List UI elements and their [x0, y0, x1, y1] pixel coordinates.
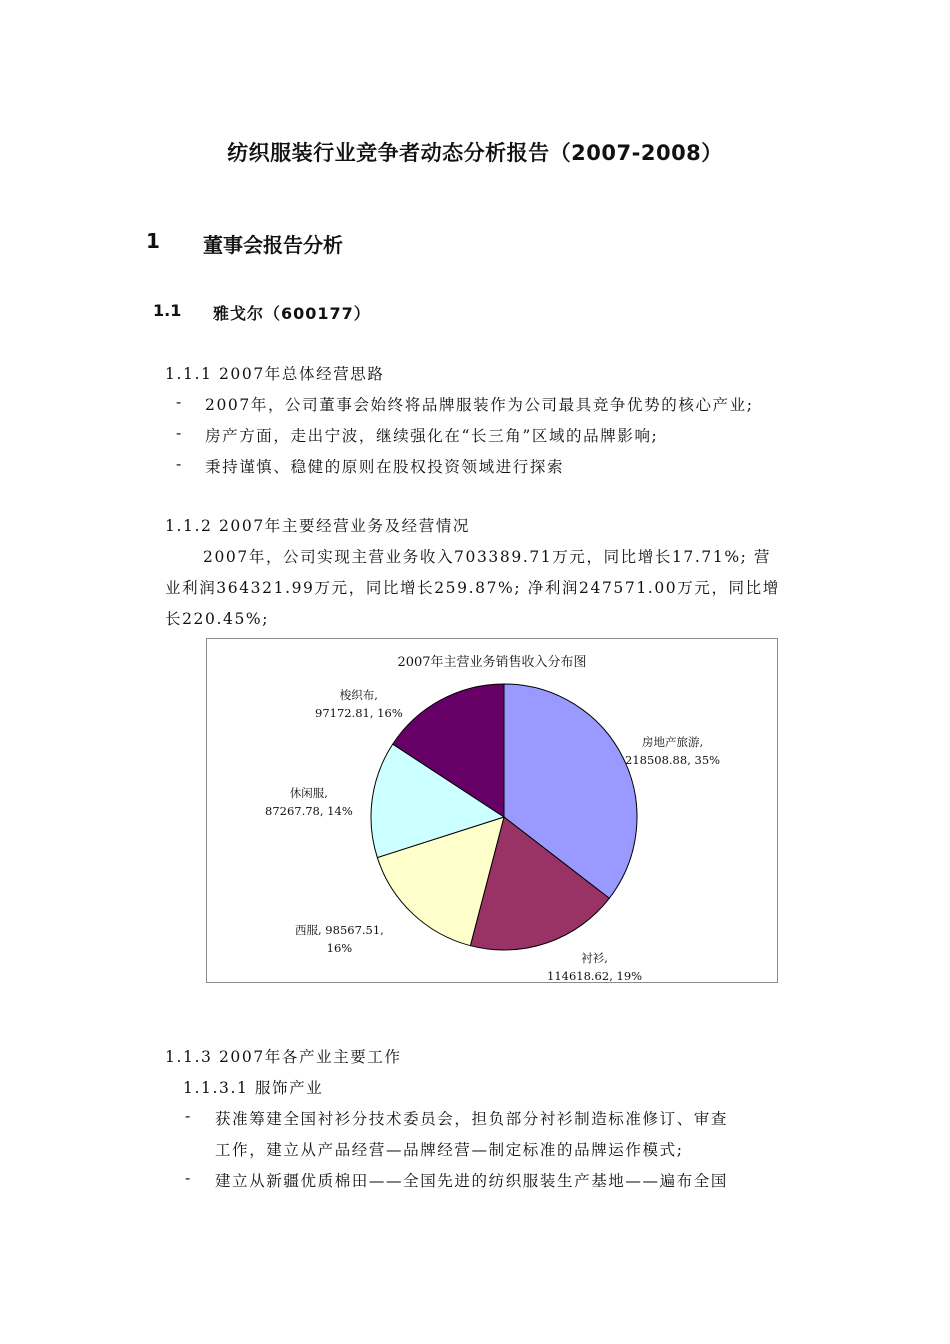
paragraph-line: 2007年，公司实现主营业务收入703389.71万元，同比增长17.71%; 营	[203, 548, 772, 566]
section-1-1-3-1-heading: 1.1.3.1 服饰产业	[183, 1079, 324, 1097]
paragraph-line: 长220.45%;	[165, 610, 270, 628]
bullet-item-line: 工作，建立从产品经营—品牌经营—制定标准的品牌运作模式;	[215, 1141, 684, 1159]
bullet-dash: -	[185, 1107, 191, 1125]
section-1-1-number: 1.1	[153, 301, 182, 320]
section-1-1-title: 雅戈尔（600177）	[213, 304, 371, 323]
bullet-item-line: 获准筹建全国衬衫分技术委员会，担负部分衬衫制造标准修订、审查	[215, 1110, 729, 1128]
section-1-1-2-heading: 1.1.2 2007年主要经营业务及经营情况	[165, 517, 471, 535]
chart-title: 2007年主营业务销售收入分布图	[397, 655, 587, 670]
bullet-dash: -	[176, 393, 182, 411]
data-label-shirts: 衬衫, 114618.62, 19%	[547, 951, 643, 983]
document-title: 纺织服装行业竞争者动态分析报告（2007-2008）	[227, 141, 723, 165]
data-label-woven-fabric: 梭织布, 97172.81, 16%	[315, 688, 403, 720]
bullet-dash: -	[176, 424, 182, 442]
section-1-1-1-heading: 1.1.1 2007年总体经营思路	[165, 365, 385, 383]
bullet-item: 秉持谨慎、稳健的原则在股权投资领域进行探索	[205, 458, 565, 476]
section-1-number: 1	[146, 229, 160, 253]
bullet-item: 2007年，公司董事会始终将品牌服装作为公司最具竞争优势的核心产业;	[205, 396, 754, 414]
bullet-dash: -	[176, 455, 182, 473]
data-label-real-estate-tourism: 房地产旅游, 218508.88, 35%	[625, 735, 721, 767]
paragraph-line: 业利润364321.99万元，同比增长259.87%; 净利润247571.00万元，同比增	[165, 579, 780, 597]
section-1-1-3-heading: 1.1.3 2007年各产业主要工作	[165, 1048, 402, 1066]
data-label-casual-wear: 休闲服, 87267.78, 14%	[265, 786, 353, 818]
section-1-title: 董事会报告分析	[203, 233, 343, 257]
bullet-item: 房产方面，走出宁波，继续强化在“长三角”区域的品牌影响;	[205, 427, 659, 445]
bullet-item-line: 建立从新疆优质棉田——全国先进的纺织服装生产基地——遍布全国	[215, 1172, 729, 1190]
bullet-dash: -	[185, 1169, 191, 1187]
data-label-suits: 西服, 98567.51, 16%	[295, 923, 384, 955]
pie-chart	[206, 638, 778, 983]
